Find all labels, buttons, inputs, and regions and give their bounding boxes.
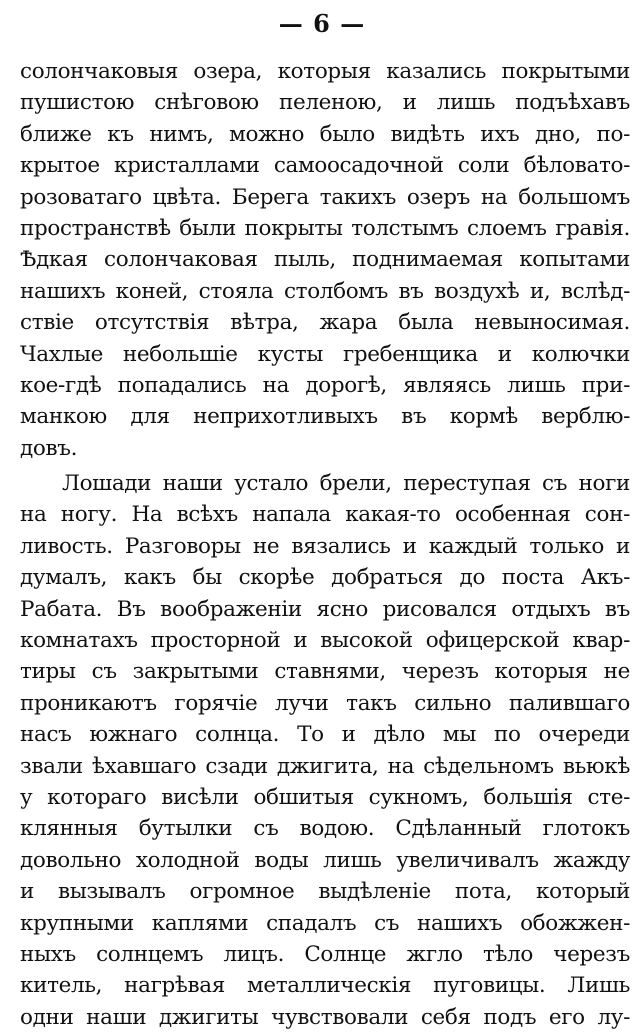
page-text xyxy=(20,56,630,1033)
text-line: Чахлые небольшіе кусты гребенщика и колючки xyxy=(20,341,630,367)
text-line: комнатахъ просторной и высокой офицерской квар- xyxy=(20,628,630,654)
text-line: ныхъ солнцемъ лицъ. Солнце жгло тѣло черезъ xyxy=(20,941,630,967)
text-line: ливость. Разговоры не вязались и каждый только и xyxy=(20,533,630,559)
text-line: звали ѣхавшаго сзади джигита, на сѣдельномъ вьюкѣ xyxy=(20,753,630,779)
text-line: Рабата. Въ воображеніи ясно рисовался отдыхъ въ xyxy=(20,596,630,622)
text-line: проникаютъ горячіе лучи такъ сильно палившаго xyxy=(20,690,630,716)
text-line: и вызывалъ огромное выдѣленіе пота, который xyxy=(20,879,630,905)
text-line: розоватаго цвѣта. Берега такихъ озеръ на большомъ xyxy=(20,184,630,210)
text-line: пушистою снѣговою пеленою, и лишь подъѣхавъ xyxy=(20,90,630,116)
text-line: пространствѣ были покрыты толстымъ слоемъ гравія. xyxy=(20,215,630,241)
text-line: у котораго висѣли обшитыя сукномъ, большія сте- xyxy=(20,784,630,810)
text-line: тиры съ закрытыми ставнями, черезъ которыя не xyxy=(20,659,630,685)
text-line: манкою для неприхотливыхъ въ кормѣ верблю- xyxy=(20,404,630,430)
text-line: клянныя бутылки съ водою. Сдѣланный глотокъ xyxy=(20,816,630,842)
text-line: Ѣдкая солончаковая пыль, поднимаемая копытами xyxy=(20,247,630,273)
paragraph-1 xyxy=(20,56,630,464)
text-line: крупными каплями спадалъ съ нашихъ обожжен- xyxy=(20,910,630,936)
text-line: крытое кристаллами самоосадочной соли бѣловато- xyxy=(20,153,630,179)
text-line: думалъ, какъ бы скорѣе добраться до поста Акъ- xyxy=(20,565,630,591)
text-line: солончаковыя озера, которыя казались покрытыми xyxy=(20,59,630,84)
paragraph-2 xyxy=(20,468,630,1033)
text-line: довольно холодной воды лишь увеличивалъ жажду xyxy=(20,847,630,873)
text-line: одни наши джигиты чувствовали себя подъ его лу- xyxy=(20,1004,630,1030)
text-line: ближе къ нимъ, можно было видѣть ихъ дно, по- xyxy=(20,121,630,147)
text-line: Лошади наши устало брели, переступая съ ноги xyxy=(62,471,630,497)
text-line: насъ южнаго солнца. То и дѣло мы по очереди xyxy=(20,722,630,748)
page-number: — 6 — xyxy=(278,9,366,38)
text-line: довъ. xyxy=(20,435,78,461)
text-line: китель, нагрѣвая металлическія пуговицы. Лишь xyxy=(20,973,630,999)
text-line: ствіе отсутствія вѣтра, жара была невыносимая. xyxy=(20,310,630,336)
text-line: на ногу. На всѣхъ напала какая-то особенная сон- xyxy=(20,502,630,528)
text-line: нашихъ коней, стояла столбомъ въ воздухѣ и, вслѣд- xyxy=(20,278,630,304)
text-line: кое-гдѣ попадались на дорогѣ, являясь лишь при- xyxy=(20,372,630,398)
